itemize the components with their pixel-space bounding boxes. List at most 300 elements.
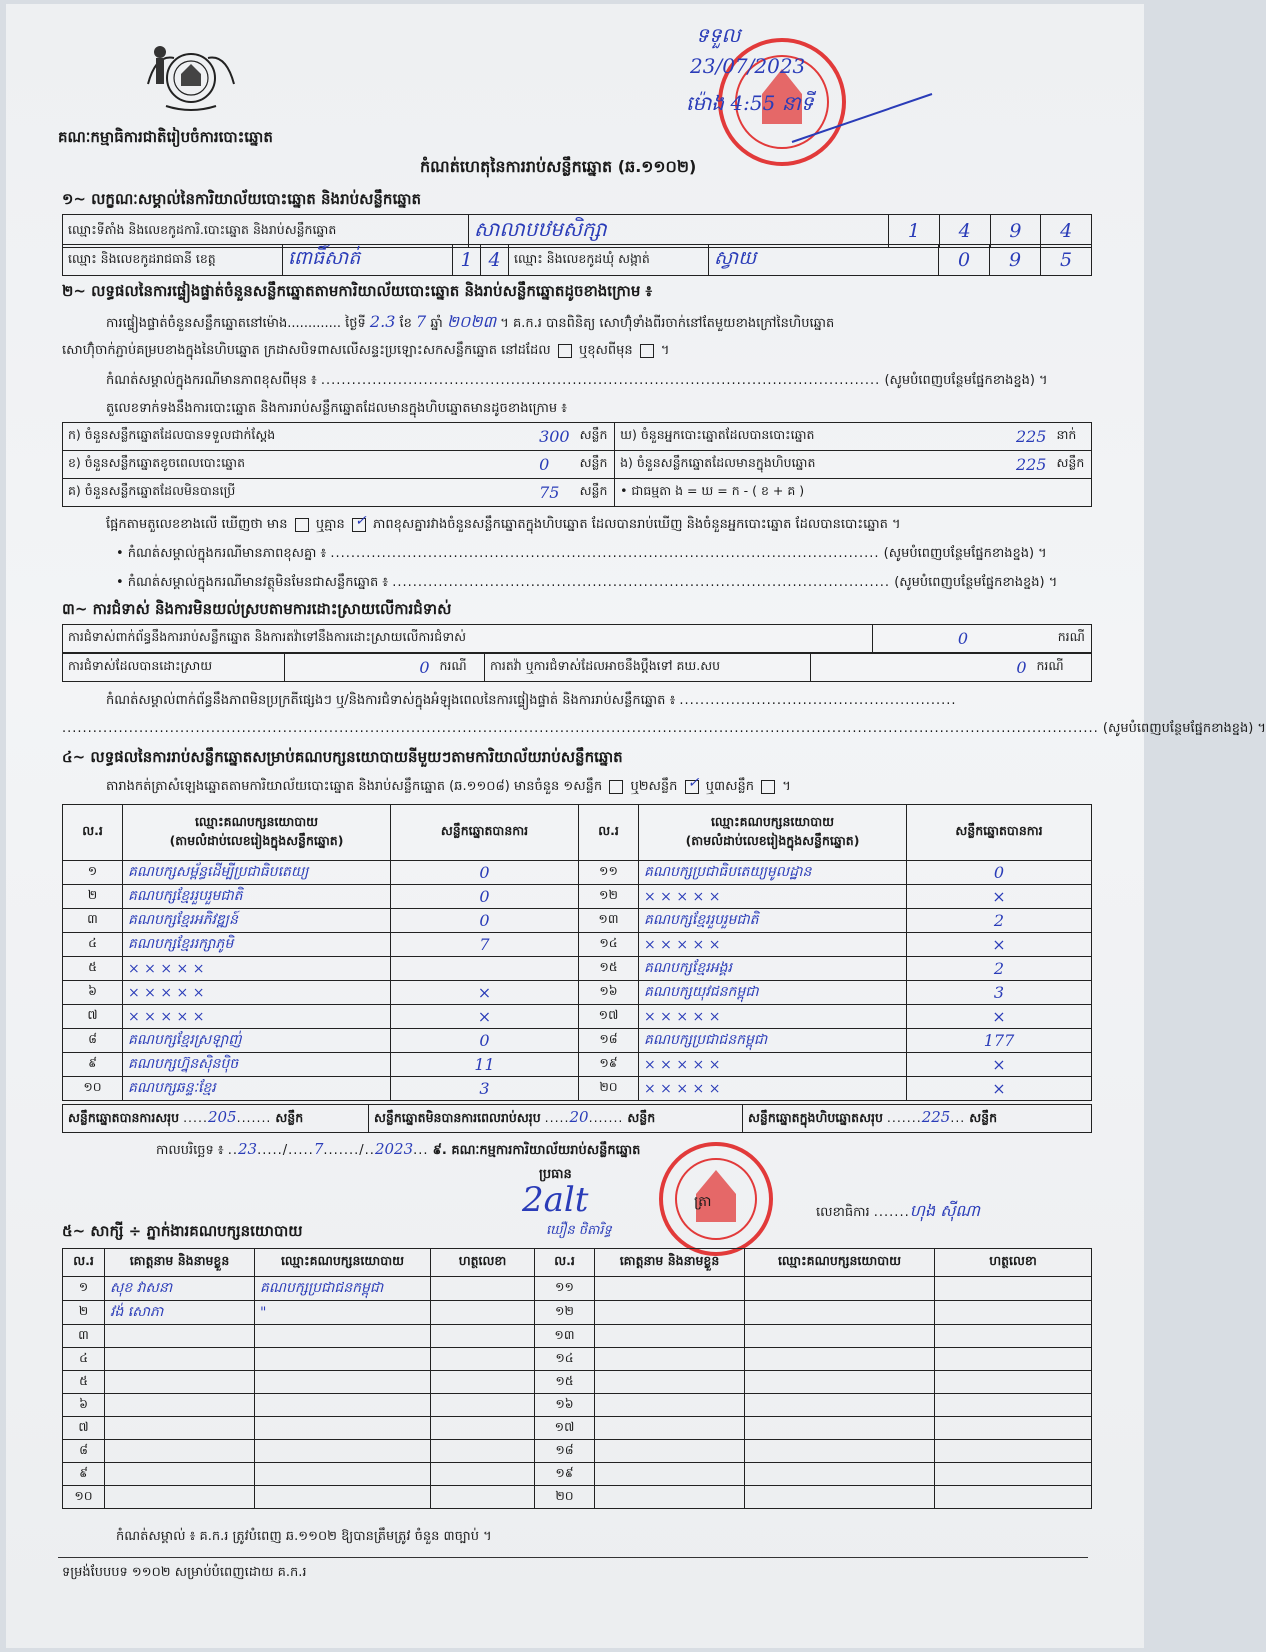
party-votes: 177 [907, 1029, 1092, 1053]
fill-back-note: (សូមបំពេញបន្ថែមផ្នែកខាងខ្នង) ។ [884, 373, 1048, 388]
table-row [63, 1053, 1092, 1077]
foreign-object-label: • កំណត់សម្គាល់ក្នុងករណីមានវត្ថុមិនមែនជាសន្លឹកឆ្នោត ៖ [116, 575, 389, 590]
seal-label: ត្រា [694, 1194, 712, 1210]
verification-day: 2.3 [369, 312, 396, 331]
province-label: ឈ្មោះ និងលេខកូដរាជធានី ខេត្ត [63, 245, 283, 276]
resolved-label: ការជំទាស់ដែលបានដោះស្រាយ [63, 654, 285, 682]
location-info-table [62, 244, 1092, 276]
table-row [63, 909, 1092, 933]
witness-party [745, 1394, 935, 1417]
date-label: កាលបរិច្ឆេទ ៖ [156, 1143, 224, 1158]
witness-name [595, 1277, 745, 1301]
row-number: ២ [63, 1301, 105, 1325]
party-name: គណបក្សខ្មែររួបរួមជាតិ [639, 909, 907, 933]
month-label: ខែ [399, 316, 412, 331]
col-votes-header: សន្លឹកឆ្នោតបានការ [907, 805, 1092, 861]
witness-signature [431, 1348, 535, 1371]
witness-party [745, 1486, 935, 1509]
table-row [63, 1486, 1092, 1509]
unit-label: នាក់ [1051, 423, 1091, 451]
unused-ballots-label: គ) ចំនួនសន្លឹកឆ្នោតដែលមិនបានប្រើ [63, 479, 535, 507]
unit-label: សន្លឹក [627, 1110, 656, 1125]
commune-code-digit: 0 [939, 245, 990, 276]
one-sheet-checkbox[interactable] [609, 780, 623, 794]
witness-name [595, 1440, 745, 1463]
committee-label: ៩. គណៈកម្មការការិយាល័យរាប់សន្លឹកឆ្នោត [432, 1143, 641, 1158]
party-votes: × [907, 1005, 1092, 1029]
spoiled-ballots-label: ខ) ចំនួនសន្លឹកឆ្នោតខូចពេលបោះឆ្នោត [63, 451, 535, 479]
witness-name [595, 1371, 745, 1394]
witness-party [255, 1440, 431, 1463]
difference-note-line: កំណត់សម្គាល់ក្នុងករណីមានភាពខុសពីមុន ៖ ............................................................................................................. (សូមបំពេញបន្ថែមផ្នែកខាងខ្នង) ។ [106, 373, 1048, 388]
party-name: គណបក្សខ្មែរអភិវឌ្ឍន៍ [123, 909, 391, 933]
party-votes: 0 [391, 861, 579, 885]
table-row [63, 981, 1092, 1005]
total-box-label: សន្លឹកឆ្នោតក្នុងហិបឆ្នោតសរុប [748, 1110, 883, 1125]
party-votes: 11 [391, 1053, 579, 1077]
party-name: × × × × × [639, 885, 907, 909]
row-number: ១០ [63, 1077, 123, 1101]
different-label: ឬខុសពីមុន [578, 343, 633, 358]
numbers-intro: តួលេខទាក់ទងនឹងការបោះឆ្នោត និងការរាប់សន្លឹកឆ្នោតដែលមានក្នុងហិបឆ្នោតមានដូចខាងក្រោម ៖ [106, 401, 567, 416]
line-end: ។ [660, 343, 670, 358]
witness-signature [935, 1277, 1092, 1301]
unit-label: សន្លឹក [575, 451, 615, 479]
received-ballots-value: 300 [539, 427, 570, 446]
witness-name [595, 1463, 745, 1486]
col-sign-header: ហត្ថលេខា [935, 1249, 1092, 1277]
col-sign-header: ហត្ថលេខា [431, 1249, 535, 1277]
table-row [63, 957, 1092, 981]
col-party-title: ឈ្មោះគណបក្សនយោបាយ [710, 813, 835, 829]
party-name: × × × × × [639, 1053, 907, 1077]
witness-signature [431, 1394, 535, 1417]
row-number: ៣ [63, 909, 123, 933]
fill-back-note: (សូមបំពេញបន្ថែមផ្នែកខាងខ្នង) ។ [883, 546, 1047, 561]
witness-signature [935, 1394, 1092, 1417]
total-valid-label: សន្លឹកឆ្នោតបានការសរុប [68, 1110, 180, 1125]
unit-label: សន្លឹក [1051, 451, 1091, 479]
table-row [63, 1394, 1092, 1417]
row-number: ១៩ [579, 1053, 639, 1077]
witness-name: វង់ សោភា [105, 1301, 255, 1325]
party-votes: 2 [907, 909, 1092, 933]
station-name-label: ឈ្មោះទីតាំង និងលេខកូដការិ.បោះឆ្នោត និងរាប់សន្លឹកឆ្នោត [63, 215, 469, 248]
verification-text: ។ គ.ក.រ បានពិនិត្យ សោហ៊ុំទាំងពីរចាក់នៅតែមួយខាងក្រៅនៃហិបឆ្នោត [500, 316, 835, 331]
foreign-object-bullet: • កំណត់សម្គាល់ក្នុងករណីមានវត្ថុមិនមែនជាសន្លឹកឆ្នោត ៖ ................................................................................................. (សូមបំពេញបន្ថែមផ្នែកខាងខ្នង) ។ [116, 575, 1058, 590]
verification-time-text: ការផ្ទៀងផ្ទាត់ចំនួនសន្លឹកឆ្នោតនៅម៉ោង............. ថ្ងៃទី [106, 316, 366, 331]
party-name: × × × × × [639, 933, 907, 957]
table-row [63, 1029, 1092, 1053]
secretary-line: លេខាធិការ .......ហុង ស៊ីណា [816, 1201, 981, 1220]
party-name: គណបក្សប្រជាធិបតេយ្យមូលដ្ឋាន [639, 861, 907, 885]
col-party-header [639, 805, 907, 861]
section-2-heading: ២~ លទ្ធផលនៃការផ្ទៀងផ្ទាត់ចំនួនសន្លឹកឆ្នោតតាមការិយាល័យបោះឆ្នោត និងរាប់សន្លឹកឆ្នោតដូចខាងក្រោម ៖ [62, 282, 653, 300]
col-no-header: ល.រ [579, 805, 639, 861]
party-name: គណបក្សខ្មែររក្សាភូមិ [123, 933, 391, 957]
table-row [63, 1325, 1092, 1348]
witness-party [745, 1440, 935, 1463]
same-checkbox[interactable] [558, 344, 572, 358]
row-number: ៦ [63, 1394, 105, 1417]
witness-name [595, 1417, 745, 1440]
date-line: កាលបរិច្ឆេទ ៖ ..23...../.....7......./..2023... ៩. គណៈកម្មការការិយាល័យរាប់សន្លឹកឆ្នោត [156, 1140, 641, 1158]
party-name: គណបក្សឆន្ទៈខ្មែរ [123, 1077, 391, 1101]
col-name-header: គោត្តនាម និងនាមខ្លួន [595, 1249, 745, 1277]
station-code-digit: 9 [990, 215, 1041, 248]
row-number: ២០ [579, 1077, 639, 1101]
footer-divider [58, 1557, 1088, 1558]
witness-name [105, 1486, 255, 1509]
table-row [63, 1005, 1092, 1029]
commune-label: ឈ្មោះ និងលេខកូដឃុំ សង្កាត់ [509, 245, 709, 276]
witness-signature [431, 1417, 535, 1440]
party-votes: × [391, 1005, 579, 1029]
secretary-name: ហុង ស៊ីណា [909, 1201, 981, 1220]
official-seal-icon [652, 1140, 780, 1258]
party-votes: 7 [391, 933, 579, 957]
three-sheets-label: ឬ៣សន្លឹក [705, 779, 754, 794]
table-row [63, 1277, 1092, 1301]
row-number: ១៦ [535, 1394, 595, 1417]
party-votes: 3 [391, 1077, 579, 1101]
secretary-label: លេខាធិការ [816, 1205, 870, 1220]
witness-table [62, 1248, 1092, 1509]
different-checkbox[interactable] [640, 344, 654, 358]
witness-signature [935, 1371, 1092, 1394]
party-results-table [62, 804, 1092, 1101]
verification-line-2 [62, 342, 669, 361]
party-votes: × [907, 885, 1092, 909]
row-number: ៥ [63, 1371, 105, 1394]
no-difference-checkbox[interactable]: ✓ [352, 518, 366, 532]
unused-ballots-value: 75 [539, 483, 560, 502]
difference-note-label: កំណត់សម្គាល់ក្នុងករណីមានភាពខុសពីមុន ៖ [106, 373, 317, 388]
party-votes: × [907, 1077, 1092, 1101]
ballot-count-report-page [6, 4, 1266, 1648]
ballot-numbers-table [62, 422, 1092, 507]
unit-label: សន្លឹក [575, 479, 615, 507]
witness-signature [935, 1440, 1092, 1463]
party-name: គណបក្សយុវជនកម្ពុជា [639, 981, 907, 1005]
total-box-value: 225 [921, 1108, 951, 1126]
col-party-subtitle: (តាមលំដាប់លេខរៀងក្នុងសន្លឹកឆ្នោត) [169, 832, 344, 848]
row-number: ១៥ [535, 1371, 595, 1394]
row-number: ១៩ [535, 1463, 595, 1486]
ballot-row-2 [63, 451, 1092, 479]
difference-bullet-label: • កំណត់សម្គាល់ក្នុងករណីមានភាពខុសគ្នា ៖ [116, 546, 327, 561]
form-footer: ទម្រង់បែបបទ ១១០២ សម្រាប់បំពេញដោយ គ.ក.រ [62, 1565, 307, 1580]
witness-party: " [255, 1301, 431, 1325]
col-no-header: ល.រ [63, 805, 123, 861]
received-time: ម៉ោង 4:55 នាទី [686, 91, 814, 115]
party-name: × × × × × [123, 1005, 391, 1029]
party-votes: 0 [391, 885, 579, 909]
section-5-heading: ៥~ សាក្សី ÷ ភ្នាក់ងារគណបក្សនយោបាយ [62, 1222, 303, 1240]
complaints-resolved-table [62, 653, 1092, 682]
col-no-header: ល.រ [535, 1249, 595, 1277]
row-number: ១០ [63, 1486, 105, 1509]
witness-signature [935, 1325, 1092, 1348]
witness-party [255, 1394, 431, 1417]
date-year: 2023 [374, 1140, 414, 1158]
witness-party [255, 1463, 431, 1486]
witness-name: សុខ វាសនា [105, 1277, 255, 1301]
ballot-row-1 [63, 423, 1092, 451]
row-number: ៤ [63, 933, 123, 957]
row-number: ១៨ [535, 1440, 595, 1463]
row-number: ១ [63, 861, 123, 885]
party-name: × × × × × [639, 1005, 907, 1029]
party-name: គណបក្សខ្មែររួបរួមជាតិ [123, 885, 391, 909]
row-number: ៩ [63, 1053, 123, 1077]
party-name: គណបក្សខ្មែរអង្គរ [639, 957, 907, 981]
table-row [63, 1348, 1092, 1371]
date-month: 7 [313, 1140, 324, 1158]
section-3-heading: ៣~ ការជំទាស់ និងការមិនយល់ស្របតាមការដោះស្រាយលើការជំទាស់ [62, 600, 452, 618]
nec-emblem-icon [146, 44, 236, 116]
row-number: ៦ [63, 981, 123, 1005]
unit-label: ករណី [1032, 654, 1092, 682]
table-row [63, 1301, 1092, 1325]
has-difference-checkbox[interactable] [295, 518, 309, 532]
row-number: ៥ [63, 957, 123, 981]
witness-name [105, 1394, 255, 1417]
complaints-table [62, 624, 1092, 653]
table-row [63, 1417, 1092, 1440]
col-party-header: ឈ្មោះគណបក្សនយោបាយ [255, 1249, 431, 1277]
witness-party [255, 1348, 431, 1371]
chair-label: ប្រធាន [539, 1167, 572, 1182]
row-number: ៨ [63, 1029, 123, 1053]
witness-name [105, 1325, 255, 1348]
party-votes: × [907, 933, 1092, 957]
row-number: ១ [63, 1277, 105, 1301]
table-row [63, 861, 1092, 885]
fill-back-note: (សូមបំពេញបន្ថែមផ្នែកខាងខ្នង) ។ [894, 575, 1058, 590]
row-number: ១៤ [579, 933, 639, 957]
ballots-in-box-value: 225 [1015, 455, 1047, 474]
unit-label: សន្លឹក [575, 423, 615, 451]
verification-line-1 [106, 311, 834, 335]
witness-party [255, 1371, 431, 1394]
party-votes: 0 [391, 909, 579, 933]
witness-name [105, 1371, 255, 1394]
row-number: ១៧ [579, 1005, 639, 1029]
row-number: ១៣ [535, 1325, 595, 1348]
party-name: × × × × × [639, 1077, 907, 1101]
witness-signature [431, 1325, 535, 1348]
chair-signature: 2alt [522, 1180, 589, 1220]
irregularity-note: កំណត់សម្គាល់ពាក់ព័ន្ធនឹងភាពមិនប្រក្រតីផ្សេងៗ ឬ/និងការជំទាស់ក្នុងអំឡុងពេលនៃការផ្ទៀងផ្ទាត់ និងការរាប់សន្លឹកឆ្នោត ៖ ...................................................... [106, 693, 957, 708]
witness-signature [431, 1371, 535, 1394]
col-party-title: ឈ្មោះគណបក្សនយោបាយ [194, 813, 319, 829]
section-1-heading: ១~ លក្ខណៈសម្គាល់នៃការិយាល័យបោះឆ្នោត និងរាប់សន្លឹកឆ្នោត [62, 190, 422, 208]
witness-signature [431, 1277, 535, 1301]
tally-sheet-text: តារាងកត់ត្រាសំឡេងឆ្នោតតាមការិយាល័យបោះឆ្នោត និងរាប់សន្លឹកឆ្នោត (ឆ.១១០៨) មានចំនួន ១សន្លឹក [106, 779, 603, 794]
party-name: គណបក្សខ្មែរស្រឡាញ់ [123, 1029, 391, 1053]
received-ballots-label: ក) ចំនួនសន្លឹកឆ្នោតដែលបានទទួលជាក់ស្តែង [63, 423, 535, 451]
witness-name [595, 1486, 745, 1509]
unit-label: សន្លឹក [275, 1110, 304, 1125]
appeal-label: ការតវ៉ា ឬការជំទាស់ដែលអាចនឹងប្តឹងទៅ គឃ.សប [485, 654, 811, 682]
witness-signature [935, 1348, 1092, 1371]
two-sheets-label: ឬ២សន្លឹក [630, 779, 678, 794]
col-party-header [123, 805, 391, 861]
party-votes: × [391, 981, 579, 1005]
table-row [63, 1463, 1092, 1486]
witness-name [105, 1440, 255, 1463]
verification-month: 7 [416, 312, 427, 331]
received-date: 23/07/2023 [690, 54, 806, 78]
province-code-digit: 4 [481, 245, 509, 276]
station-code-digit: 4 [939, 215, 990, 248]
commune-value: ស្វាយ [709, 245, 939, 276]
irregularity-note-line-2: .......................................................................................................................................................................................................... (សូមបំពេញបន្ថែមផ្នែកខាងខ្នង) ។ [62, 721, 1266, 736]
party-name: គណបក្សសម្ព័ន្ធដើម្បីប្រជាធិបតេយ្យ [123, 861, 391, 885]
witness-name [105, 1348, 255, 1371]
row-number: ១២ [535, 1301, 595, 1325]
irregularity-note-label: កំណត់សម្គាល់ពាក់ព័ន្ធនឹងភាពមិនប្រក្រតីផ្សេងៗ ឬ/និងការជំទាស់ក្នុងអំឡុងពេលនៃការផ្ទៀងផ្ទាត់ និងការរាប់សន្លឹកឆ្នោត ៖ [106, 693, 676, 708]
ballots-in-box-label: ង) ចំនួនសន្លឹកឆ្នោតដែលមានក្នុងហិបឆ្នោត [615, 451, 1011, 479]
witness-signature [935, 1486, 1092, 1509]
ballot-row-3 [63, 479, 1092, 507]
party-votes [391, 957, 579, 981]
witness-signature [935, 1417, 1092, 1440]
station-code-digit: 4 [1041, 215, 1092, 248]
row-number: ១៧ [535, 1417, 595, 1440]
table-row [63, 885, 1092, 909]
document-title: កំណត់ហេតុនៃការរាប់សន្លឹកឆ្នោត (ឆ.១១០២) [420, 157, 697, 176]
witness-signature [935, 1301, 1092, 1325]
witness-name [595, 1348, 745, 1371]
witness-party [745, 1277, 935, 1301]
party-votes: 0 [391, 1029, 579, 1053]
witness-signature [431, 1440, 535, 1463]
witness-signature [431, 1463, 535, 1486]
witness-party [745, 1301, 935, 1325]
table-row [63, 1440, 1092, 1463]
station-code-digit: 1 [889, 215, 940, 248]
tally-sheet-line [106, 774, 791, 797]
two-sheets-checkbox[interactable]: ✓ [685, 780, 699, 794]
row-number: ២០ [535, 1486, 595, 1509]
table-row [63, 1077, 1092, 1101]
formula-note: • ជាធម្មតា ង = ឃ = ក - ( ខ + គ ) [615, 479, 1092, 507]
year-label: ឆ្នាំ [430, 316, 443, 331]
witness-name [105, 1463, 255, 1486]
province-code-digit: 1 [453, 245, 481, 276]
witness-name [595, 1394, 745, 1417]
witness-party [255, 1325, 431, 1348]
party-name: គណបក្សប្រជាជនកម្ពុជា [639, 1029, 907, 1053]
chair-name: ឃឿន ថិតារិទ្ធ [546, 1223, 612, 1238]
witness-name [595, 1301, 745, 1325]
table-row [63, 1371, 1092, 1394]
witness-party [745, 1348, 935, 1371]
party-votes: 0 [907, 861, 1092, 885]
party-name: គណបក្សហ្វ៊ុនស៊ិនប៉ិច [123, 1053, 391, 1077]
spoiled-ballots-value: 0 [539, 455, 550, 474]
total-valid-value: 205 [207, 1108, 237, 1126]
complaints-value: 0 [957, 629, 969, 648]
witness-body [63, 1277, 1092, 1509]
station-info-table [62, 214, 1092, 248]
row-number: ១៣ [579, 909, 639, 933]
witness-party [255, 1417, 431, 1440]
verification-year: ២០២៣ [446, 312, 497, 331]
party-votes: 2 [907, 957, 1092, 981]
unit-label: ករណី [435, 654, 485, 682]
witness-party: គណបក្សប្រជាជនកម្ពុជា [255, 1277, 431, 1301]
three-sheets-checkbox[interactable] [761, 780, 775, 794]
row-number: ១៤ [535, 1348, 595, 1371]
witness-party [745, 1463, 935, 1486]
witness-signature [431, 1486, 535, 1509]
appeal-value: 0 [1016, 658, 1027, 677]
party-results-body [63, 861, 1092, 1101]
party-name: × × × × × [123, 981, 391, 1005]
witness-party [255, 1486, 431, 1509]
resolved-value: 0 [419, 658, 430, 677]
received-label: ទទួល [696, 23, 741, 47]
row-number: ១១ [535, 1277, 595, 1301]
commune-code-digit: 5 [1041, 245, 1092, 276]
row-number: ១៦ [579, 981, 639, 1005]
row-number: ១៥ [579, 957, 639, 981]
total-invalid-label: សន្លឹកឆ្នោតមិនបានការពេលរាប់សរុប [374, 1110, 541, 1125]
comparison-none-label: ឬគ្មាន [315, 517, 345, 532]
voters-label: ឃ) ចំនួនអ្នកបោះឆ្នោតដែលបានបោះឆ្នោត [615, 423, 1011, 451]
row-number: ១៨ [579, 1029, 639, 1053]
witness-party [745, 1371, 935, 1394]
row-number: ១១ [579, 861, 639, 885]
witness-party [745, 1325, 935, 1348]
party-name: × × × × × [123, 957, 391, 981]
witness-signature [935, 1463, 1092, 1486]
province-value: ពោធិ៍សាត់ [283, 245, 453, 276]
line-end: ។ [782, 779, 791, 794]
fill-back-note: (សូមបំពេញបន្ថែមផ្នែកខាងខ្នង) ។ [1102, 721, 1266, 736]
row-number: ៣ [63, 1325, 105, 1348]
row-number: ៨ [63, 1440, 105, 1463]
section-4-heading: ៤~ លទ្ធផលនៃការរាប់សន្លឹកឆ្នោតសម្រាប់គណបក្សនយោបាយនីមួយៗតាមការិយាល័យរាប់សន្លឹកឆ្នោត [62, 748, 623, 766]
comparison-text: ភាពខុសគ្នារវាងចំនួនសន្លឹកឆ្នោតក្នុងហិបឆ្នោត ដែលបានរាប់ឃើញ និងចំនួនអ្នកបោះឆ្នោត ដែលបានបោះឆ្នោត ។ [373, 517, 901, 532]
row-number: ៩ [63, 1463, 105, 1486]
col-no-header: ល.រ [63, 1249, 105, 1277]
witness-name [595, 1325, 745, 1348]
witness-name [105, 1417, 255, 1440]
party-votes: × [907, 1053, 1092, 1077]
comparison-has-label: ផ្អែកតាមតួលេខខាងលើ ឃើញថា មាន [106, 517, 288, 532]
station-name-value: សាលាបឋមសិក្សា [469, 215, 889, 248]
party-votes: 3 [907, 981, 1092, 1005]
row-number: ៧ [63, 1005, 123, 1029]
complaints-label: ការជំទាស់ពាក់ព័ន្ធនឹងការរាប់សន្លឹកឆ្នោត និងការតវ៉ាទៅនឹងការដោះស្រាយលើការជំទាស់ [63, 625, 873, 653]
witness-party [745, 1417, 935, 1440]
bottom-note: កំណត់សម្គាល់ ៖ គ.ក.រ ត្រូវបំពេញ ឆ.១១០២ ឱ្យបានត្រឹមត្រូវ ចំនួន ៣ច្បាប់ ។ [116, 1529, 492, 1544]
committee-name: គណៈកម្មាធិការជាតិរៀបចំការបោះឆ្នោត [58, 128, 273, 146]
witness-signature [431, 1301, 535, 1325]
row-number: ២ [63, 885, 123, 909]
unit-label: ករណី [1053, 625, 1092, 653]
difference-bullet: • កំណត់សម្គាល់ក្នុងករណីមានភាពខុសគ្នា ៖ ........................................................................................................... (សូមបំពេញបន្ថែមផ្នែកខាងខ្នង) ។ [116, 546, 1047, 561]
totals-table: សន្លឹកឆ្នោតបានការសរុប .....205....... សន្លឹក សន្លឹកឆ្នោតមិនបានការពេលរាប់សរុប .....20....... សន្លឹក សន្លឹកឆ្នោតក្នុងហិបឆ្នោតសរុប .......225... សន្លឹក [62, 1104, 1092, 1133]
total-invalid-value: 20 [569, 1108, 589, 1126]
col-party-subtitle: (តាមលំដាប់លេខរៀងក្នុងសន្លឹកឆ្នោត) [685, 832, 860, 848]
row-number: ៧ [63, 1417, 105, 1440]
seal-status-text: សោហ៊ុំចាក់ភ្ជាប់គម្របខាងក្នុងនៃហិបឆ្នោត ក្រដាសបិទពាសលើសន្ទះប្រឡោះសកសន្លឹកឆ្នោត នៅដដែល [62, 343, 551, 358]
